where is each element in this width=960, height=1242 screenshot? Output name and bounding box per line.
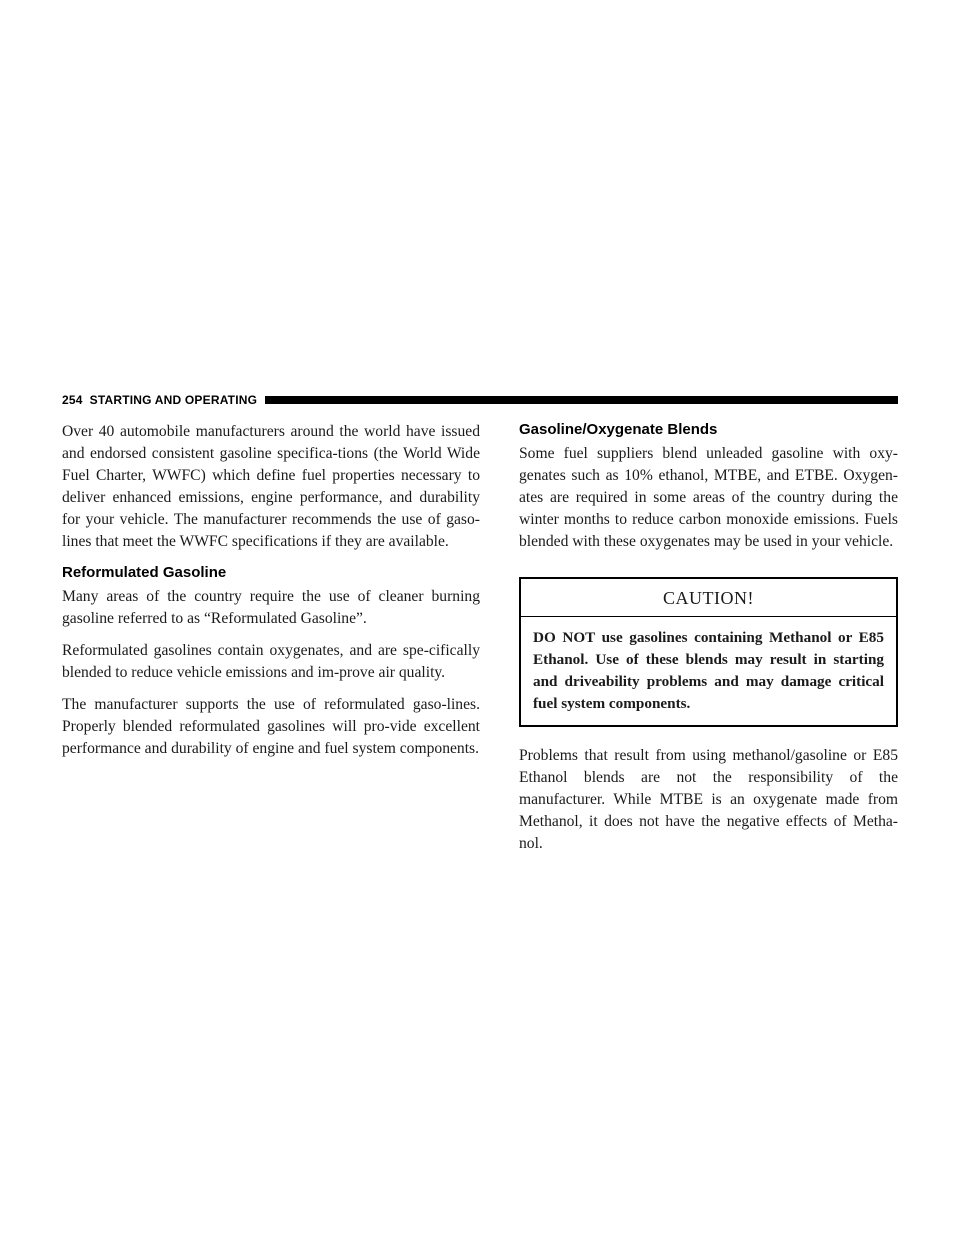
caution-title: CAUTION! xyxy=(521,579,896,617)
section-title: STARTING AND OPERATING xyxy=(89,393,258,407)
header-rule xyxy=(265,396,898,404)
oxygenate-paragraph: Some fuel suppliers blend unleaded gasoline with oxy-genates such as 10% ethanol, MTBE, and ETBE. Oxygen-ates are required in some areas of the country during the winter months to reduce carbon monoxide emissions. Fuels blended with these oxygenates may be used in your vehicle. xyxy=(519,445,898,550)
page-header xyxy=(62,392,898,408)
caution-text: DO NOT use gasolines containing Methanol or E85 Ethanol. Use of these blends may result in starting and driveability problems and may damage critical fuel system components. xyxy=(533,629,884,712)
oxygenate-blends-heading: Gasoline/Oxygenate Blends xyxy=(519,421,718,438)
reformulated-paragraph-1: Many areas of the country require the use of cleaner burning gasoline referred to as “Reformulated Gasoline”. xyxy=(62,588,480,627)
reformulated-paragraph-3: The manufacturer supports the use of reformulated gaso-lines. Properly blended reformulated gasolines will pro-vide excellent performance and durability of engine and fuel system components. xyxy=(62,696,480,757)
caution-box xyxy=(519,577,898,727)
page-number: 254 xyxy=(62,393,83,407)
reformulated-gasoline-heading: Reformulated Gasoline xyxy=(62,564,227,581)
methanol-paragraph: Problems that result from using methanol/gasoline or E85 Ethanol blends are not the responsibility of the manufacturer. While MTBE is an oxygenate made from Methanol, it does not have the negative effects of Metha-nol. xyxy=(519,747,898,852)
wwfc-paragraph: Over 40 automobile manufacturers around the world have issued and endorsed consistent gasoline specifica-tions (the World Wide Fuel Charter, WWFC) which define fuel properties necessary to deliver enhanced emissions, engine performance, and durability for your vehicle. The manufacturer recommends the use of gaso-lines that meet the WWFC specifications if they are available. xyxy=(62,423,480,550)
right-column xyxy=(519,421,898,865)
reformulated-paragraph-2: Reformulated gasolines contain oxygenates, and are spe-cifically blended to reduce vehicle emissions and im-prove air quality. xyxy=(62,642,480,681)
left-column xyxy=(62,421,480,770)
